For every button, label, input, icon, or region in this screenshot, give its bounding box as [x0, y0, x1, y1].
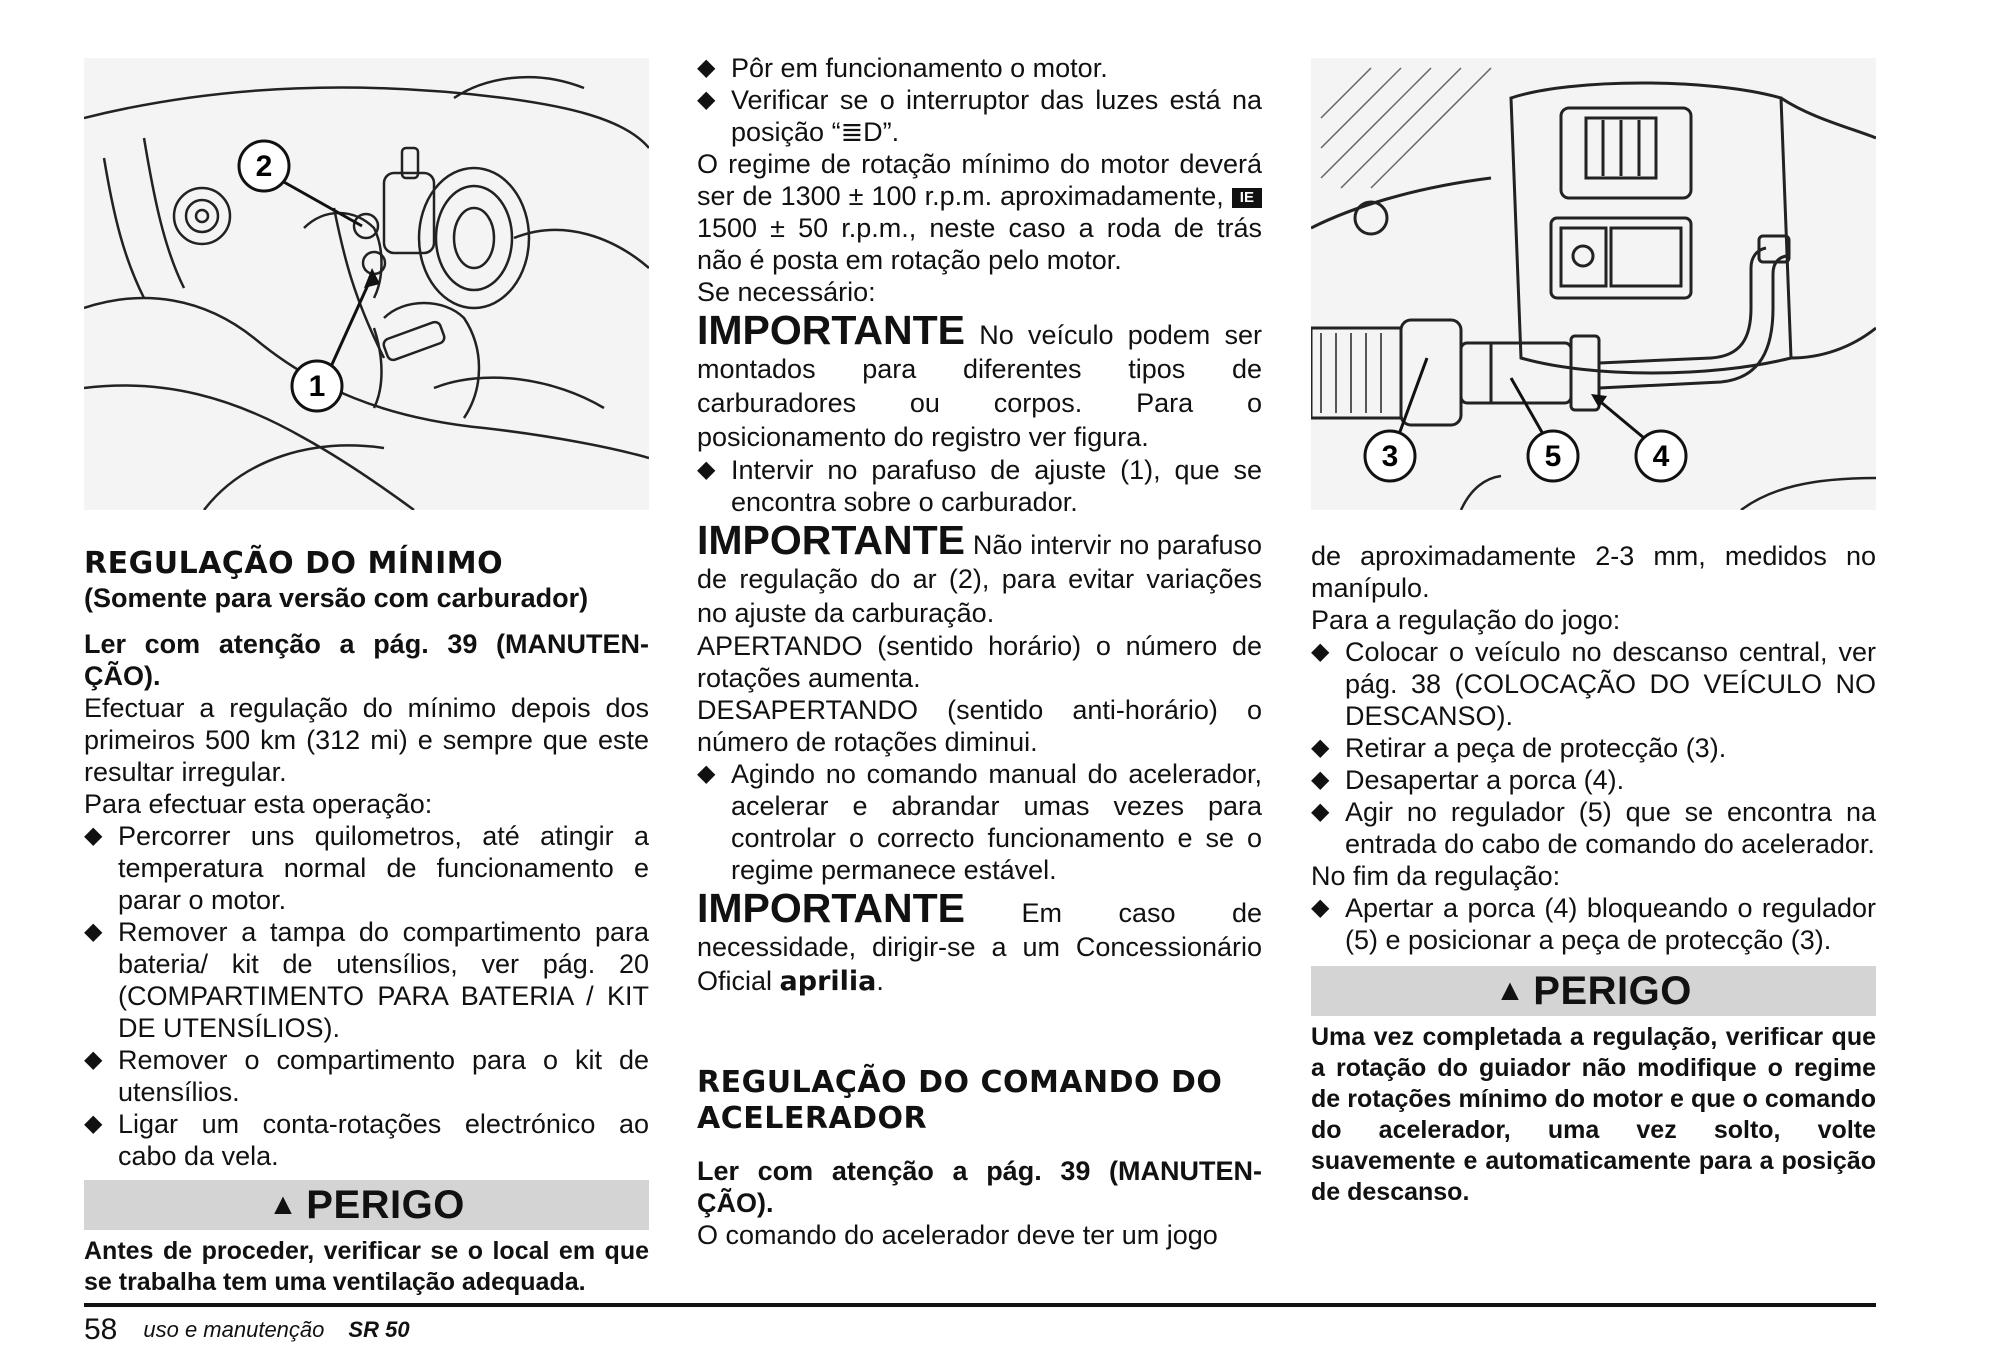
end-lead-paragraph: No fim da regulação: [1311, 861, 1561, 891]
diamond-bullet-icon: ◆ [1311, 638, 1330, 665]
ie-badge: IE [1232, 188, 1262, 208]
danger-label: PERIGO [1533, 968, 1692, 1013]
diamond-bullet-icon: ◆ [1311, 894, 1330, 921]
list-item: ◆ Remover o compartimento para o kit de utensílios. [84, 1045, 649, 1107]
lead-paragraph: Para a regulação do jogo: [1311, 605, 1621, 635]
rpm-paragraph: O regime de rotação mínimo do motor deverá ser de 1300 ± 100 r.p.m. aproximadamente, IE 1500 ± 50 r.p.m., neste caso a roda de trás não é posta em rotação pelo motor. [697, 149, 1262, 275]
callout-3: 3 [1381, 440, 1399, 473]
diamond-bullet-icon: ◆ [697, 760, 716, 787]
diamond-bullet-icon: ◆ [84, 822, 103, 849]
read-note: Ler com atenção a pág. 39 (MANUTEN-ÇÃO). [84, 629, 649, 691]
model-name: SR 50 [348, 1317, 410, 1342]
list-item: ◆ Agindo no comando manual do acelerador, acelerar e abrandar umas vezes para controlar o correcto funcionamento e se o regime permanece estável. [697, 759, 1262, 885]
callout-4: 4 [1652, 440, 1670, 473]
throttle-figure [1311, 58, 1876, 510]
list-item: ◆ Pôr em funcionamento o motor. [697, 53, 1108, 83]
important-label: IMPORTANTE [697, 307, 966, 353]
important-note-1: IMPORTANTE No veículo podem ser montados para diferentes tipos de carburadores ou corpos. Para o posicionamento do registro ver figura. [697, 307, 1262, 452]
left-column [84, 58, 649, 1298]
throttle-illustration [1311, 58, 1876, 510]
important-note-3: IMPORTANTE Em caso de necessidade, dirigir-se a um Concessionário Oficial aprilia. [697, 885, 1262, 997]
doc-title: uso e manutenção [143, 1317, 325, 1342]
callout-1: 1 [308, 370, 326, 403]
section-heading-idle: REGULAÇÃO DO MÍNIMO [84, 546, 504, 581]
diamond-bullet-icon: ◆ [1311, 734, 1330, 761]
danger-label: PERIGO [306, 1182, 465, 1227]
list-item: ◆ Retirar a peça de protecção (3). [1311, 733, 1727, 763]
section-subheading: (Somente para versão com carburador) [84, 583, 589, 613]
list-item: ◆ Intervir no parafuso de ajuste (1), que se encontra sobre o carburador. [697, 455, 1262, 517]
page-number: 58 [84, 1313, 118, 1346]
list-item: ◆ Remover a tampa do compartimento para bateria/ kit de utensílios, ver pág. 20 (COMPARTIMENTO PARA BATERIA / KIT DE UTENSÍLIOS). [84, 917, 649, 1043]
list-item: ◆ Agir no regulador (5) que se encontra na entrada do cabo de comando do acelerador. [1311, 797, 1876, 859]
end-steps-list [1311, 892, 1876, 956]
footer-rule [84, 1303, 1876, 1307]
diamond-bullet-icon: ◆ [697, 86, 716, 113]
list-item: ◆ Colocar o veículo no descanso central, ver pág. 38 (COLOCAÇÃO DO VEÍCULO NO DESCANSO). [1311, 637, 1876, 731]
danger-banner [84, 1180, 649, 1230]
diamond-bullet-icon: ◆ [1311, 766, 1330, 793]
list-item: ◆ Apertar a porca (4) bloqueando o regulador (5) e posicionar a peça de protecção (3). [1311, 893, 1876, 955]
diamond-bullet-icon: ◆ [697, 456, 716, 483]
important-label: IMPORTANTE [697, 517, 966, 563]
diamond-bullet-icon: ◆ [84, 1046, 103, 1073]
callout-5: 5 [1544, 440, 1562, 473]
diamond-bullet-icon: ◆ [84, 918, 103, 945]
warning-triangle-icon: ▲ [1495, 974, 1526, 1007]
important-note-2: IMPORTANTE Não intervir no parafuso de regulação do ar (2), para evitar variações no ajuste da carburação. [697, 517, 1262, 628]
middle-column [697, 52, 1262, 1251]
intro-paragraph: Efectuar a regulação do mínimo depois dos primeiros 500 km (312 mi) e sempre que este resultar irregular. [84, 693, 649, 787]
play-steps-list [1311, 636, 1876, 860]
if-needed: Se necessário: [697, 277, 876, 307]
section-heading-throttle: REGULAÇÃO DO COMANDO DO ACELERADOR [697, 1065, 1223, 1136]
callout-2: 2 [255, 150, 273, 183]
warning-triangle-icon: ▲ [268, 1188, 299, 1221]
start-steps-list [697, 52, 1262, 148]
adjust-list [697, 454, 1262, 518]
list-item: ◆ Ligar um conta-rotações electrónico ao cabo da vela. [84, 1109, 649, 1171]
throttle-list [697, 758, 1262, 886]
right-column [1311, 58, 1876, 1208]
lead-paragraph: Para efectuar esta operação: [84, 789, 433, 819]
important-label: IMPORTANTE [697, 885, 966, 931]
list-item: ◆ Desapertar a porca (4). [1311, 765, 1625, 795]
danger-text: Antes de proceder, verificar se o local em que se trabalha tem uma ventilação adequada. [84, 1237, 649, 1296]
tighten-paragraph: APERTANDO (sentido horário) o número de rotações aumenta. [697, 631, 1262, 693]
loosen-paragraph: DESAPERTANDO (sentido anti-horário) o número de rotações diminui. [697, 695, 1262, 757]
list-item: ◆ Percorrer uns quilometros, até atingir a temperatura normal de funcionamento e parar o motor. [84, 821, 649, 915]
brand-name: aprilia [779, 966, 877, 997]
carburetor-illustration [84, 58, 649, 510]
danger-text: Uma vez completada a regulação, verificar que a rotação do guiador não modifique o regime de rotações mínimo do motor e que o comando do acelerador, uma vez solto, volte suavemente e automaticamente para a posição de descanso. [1311, 1023, 1876, 1206]
diamond-bullet-icon: ◆ [1311, 798, 1330, 825]
danger-banner [1311, 966, 1876, 1016]
carburetor-figure [84, 58, 649, 510]
continuation-paragraph: de aproximadamente 2-3 mm, medidos no manípulo. [1311, 541, 1876, 603]
throttle-intro: O comando do acelerador deve ter um jogo [697, 1220, 1218, 1250]
read-note-2: Ler com atenção a pág. 39 (MANUTEN-ÇÃO). [697, 1156, 1262, 1218]
diamond-bullet-icon: ◆ [84, 1110, 103, 1137]
page-footer [84, 1308, 410, 1352]
steps-list [84, 820, 649, 1172]
list-item: ◆ Verificar se o interruptor das luzes está na posição “≣D”. [697, 85, 1262, 147]
diamond-bullet-icon: ◆ [697, 54, 716, 81]
